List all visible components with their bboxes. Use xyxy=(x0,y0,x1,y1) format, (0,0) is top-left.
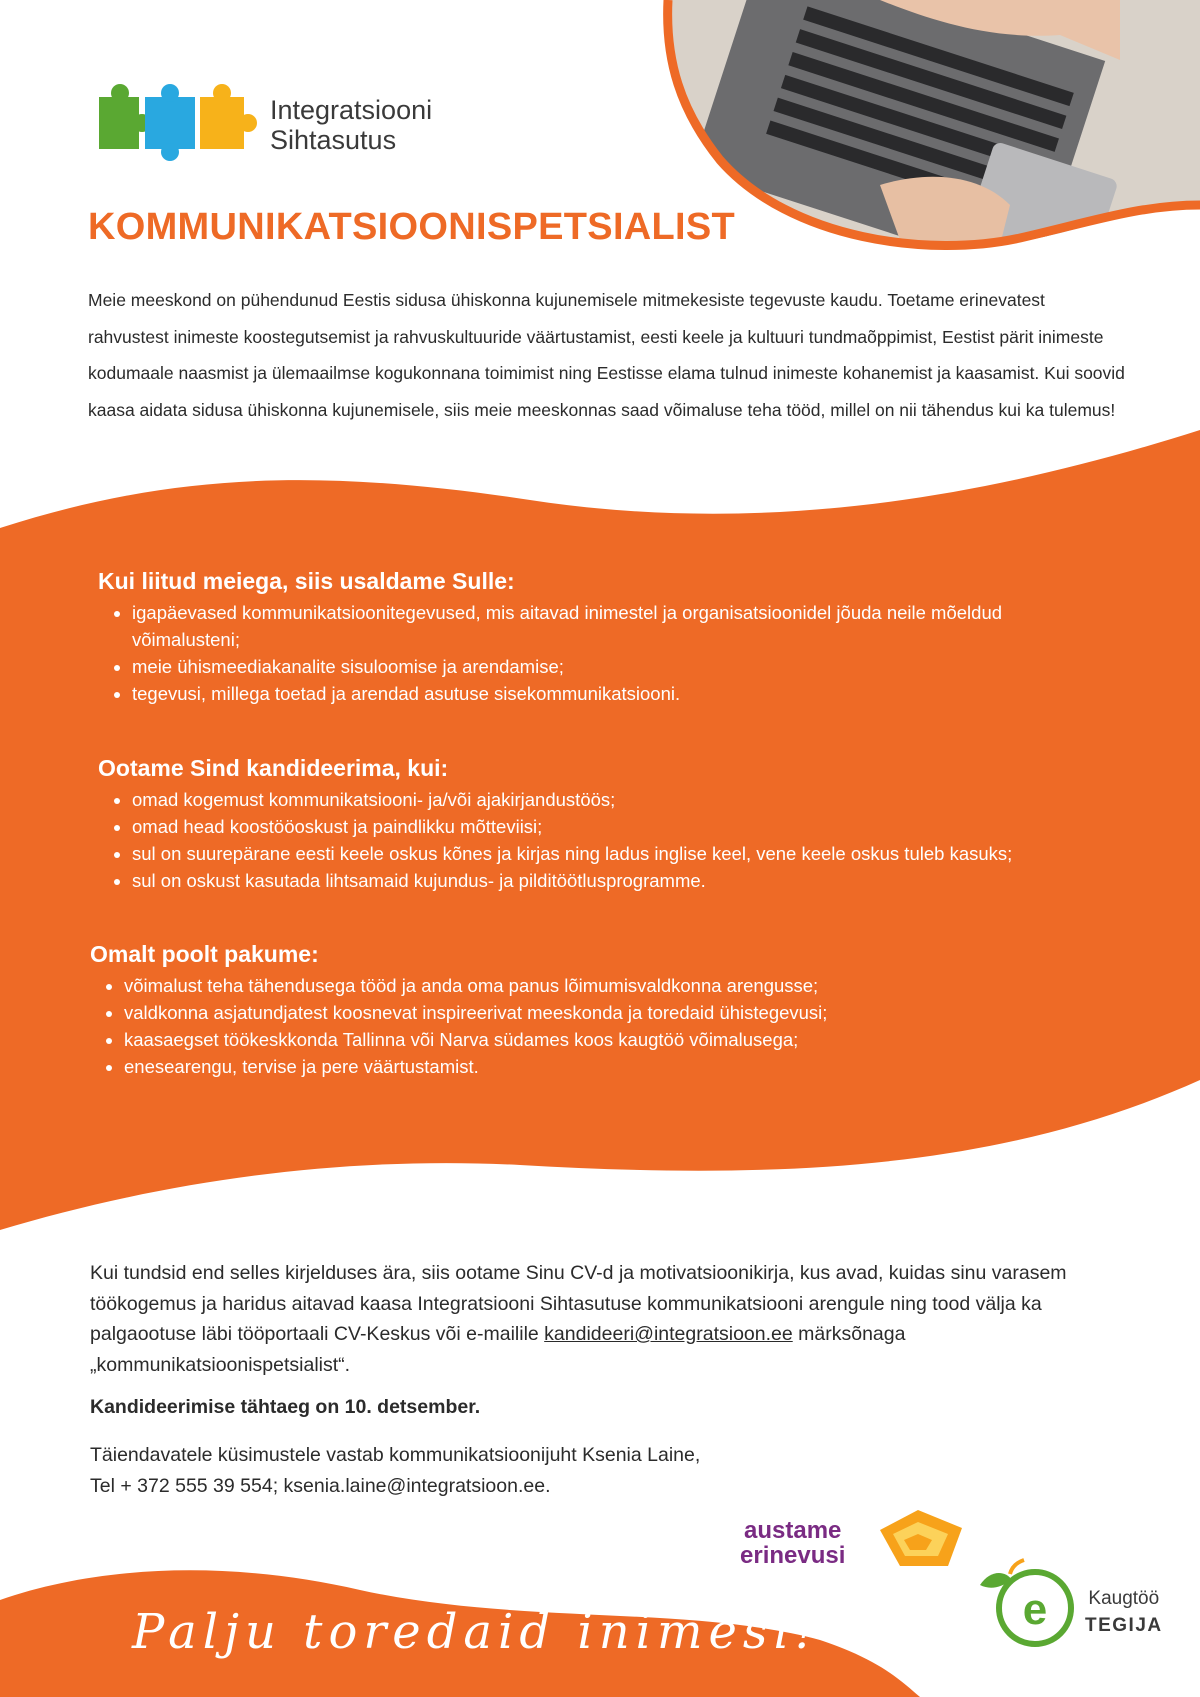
list-item: • sul on oskust kasutada lihtsamaid kujundus- ja pilditöötlusprogramme. xyxy=(132,867,1198,894)
contact-line-1: Täiendavatele küsimustele vastab kommunikatsioonijuht Ksenia Laine, xyxy=(90,1444,701,1466)
intro-paragraph: Meie meeskond on pühendunud Eestis sidusa ühiskonna kujunemisele mitmekesiste tegevuste kaudu. Toetame erinevatest rahvustest inimeste koostegutsemist ja rahvuskultuuride väärtustamist, eesti keele ja kultuuri tundmaõppimist, Eestist pärit inimeste kodumaale naasmist ja ülemaailmse kogukonnana toimimist ning Eestisse elama tulnud inimeste kohanemist ja kaasamist. Kui soovid kaasa aidata sidusa ühiskonna kujunemisele, siis meie meeskonnas saad võimaluse teha tööd, millel on nii tähendus kui ka tulemus! xyxy=(88,290,1125,420)
logo-line-2: Sihtasutus xyxy=(270,125,397,155)
bullet-list xyxy=(90,972,1090,1080)
section-offer xyxy=(90,941,1090,1080)
list-item: • igapäevased kommunikatsioonitegevused, mis aitavad inimestel ja organisatsioonidel jõuda neile mõeldud võimalusteni; xyxy=(132,599,1098,653)
svg-text:e: e xyxy=(1022,1585,1048,1634)
apply-text-before: Kui tundsid end selles kirjelduses ära, siis ootame Sinu CV-d ja motivatsioonikirja, kus avad, kuidas sinu varasem töökogemus ja haridus aitavad kaasa Integratsiooni Sihtasutuse kommunikatsiooni arengule ning tood välja ka palgaootuse läbi tööportaali CV-Keskus või e-mailile xyxy=(90,1262,1067,1345)
bullet-list xyxy=(98,599,1098,707)
list-item: • valdkonna asjatundjatest koosnevat inspireerivat meeskonda ja toredaid ühistegevusi; xyxy=(124,999,1090,1026)
bullet-list xyxy=(98,786,1198,894)
deadline-text: Kandideerimise tähtaeg on 10. detsember. xyxy=(90,1396,481,1418)
austame-erinevusi-logo xyxy=(740,1518,845,1568)
austame-line-2: erinevusi xyxy=(740,1542,846,1569)
organization-logo-text xyxy=(270,95,432,155)
kaugtoo-e-icon xyxy=(980,1560,1071,1644)
laptop-photo xyxy=(660,0,1200,280)
list-item: • tegevusi, millega toetad ja arendad asutuse sisekommunikatsiooni. xyxy=(132,680,1098,707)
list-item: • enesearengu, tervise ja pere väärtustamist. xyxy=(124,1053,1090,1080)
job-title: KOMMUNIKATSIOONISPETSIALIST xyxy=(88,206,736,248)
contact-info xyxy=(90,1440,700,1501)
signature-handwriting: Palju toredaid inimesi! xyxy=(132,1604,821,1660)
section-requirements xyxy=(98,755,1198,894)
list-item: • kaasaegset töökeskkonda Tallinna või Narva südames koos kaugtöö võimalusega; xyxy=(124,1026,1090,1053)
kaugtoo-tegija-logo xyxy=(1085,1585,1163,1639)
application-paragraph xyxy=(90,1258,1150,1380)
puzzle-logo-icon xyxy=(99,84,257,161)
list-item: • võimalust teha tähendusega tööd ja anda oma panus lõimumisvaldkonna arengusse; xyxy=(124,972,1090,999)
list-item: • omad kogemust kommunikatsiooni- ja/või ajakirjandustöös; xyxy=(132,786,1198,813)
contact-line-2: Tel + 372 555 39 554; ksenia.laine@integratsioon.ee. xyxy=(90,1474,551,1497)
section-heading: Ootame Sind kandideerima, kui: xyxy=(98,755,449,781)
kaugtoo-line-2: TEGIJA xyxy=(1085,1615,1163,1636)
list-item: • omad head koostööoskust ja paindlikku mõtteviisi; xyxy=(132,813,1198,840)
section-heading: Omalt poolt pakume: xyxy=(90,941,319,967)
list-item: • meie ühismeediakanalite sisuloomise ja arendamise; xyxy=(132,653,1098,680)
logo-line-1: Integratsiooni xyxy=(270,95,433,125)
apply-email-link[interactable]: kandideeri@integratsioon.ee xyxy=(544,1323,793,1345)
section-heading: Kui liitud meiega, siis usaldame Sulle: xyxy=(98,568,515,594)
section-responsibilities xyxy=(98,568,1098,707)
austame-line-1: austame xyxy=(744,1517,842,1544)
list-item: • sul on suurepärane eesti keele oskus kõnes ja kirjas ning ladus inglise keel, vene keele oskus tuleb kasuks; xyxy=(132,840,1198,867)
apply-text-after: märksõnaga „kommunikatsioonispetsialist“. xyxy=(90,1323,906,1376)
austame-diamond-icon xyxy=(880,1510,962,1566)
kaugtoo-line-1: Kaugtöö xyxy=(1088,1588,1160,1609)
